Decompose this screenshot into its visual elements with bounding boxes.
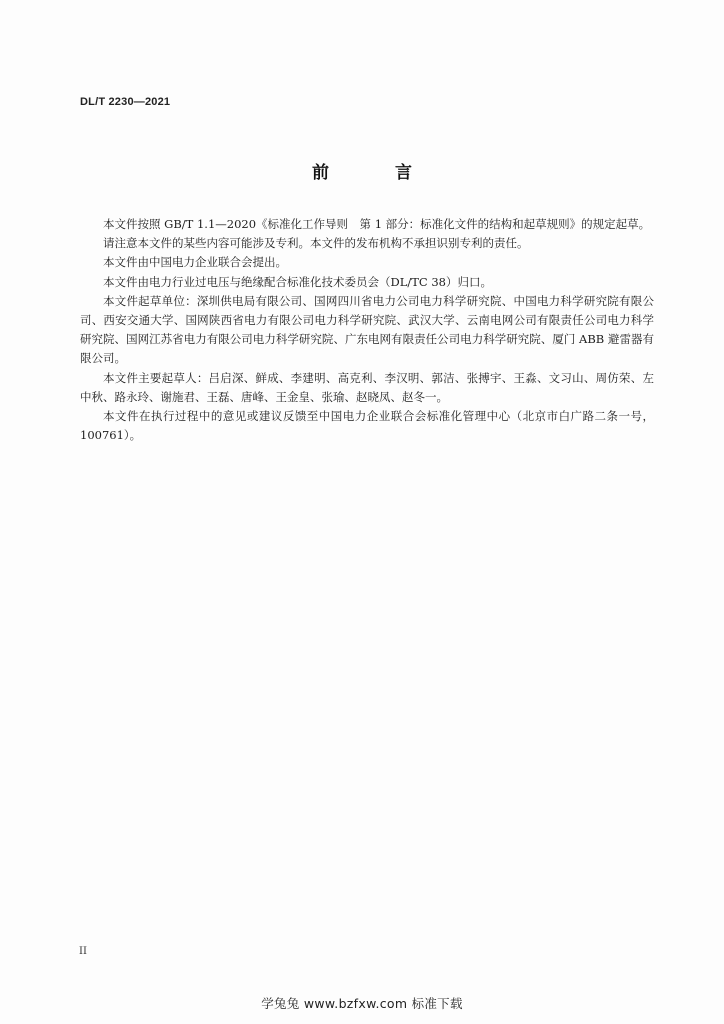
- paragraph-main-drafters: 本文件主要起草人：吕启深、鲜成、李建明、高克利、李汉明、郭洁、张搏宇、王淼、文习山、周仿荣、左中秋、路永玲、谢施君、王磊、唐峰、王金皇、张瑜、赵晓凤、赵冬一。: [80, 370, 654, 404]
- paragraph-drafting-rules: 本文件按照 GB/T 1.1—2020《标准化工作导则 第 1 部分：标准化文件的结构和起草规则》的规定起草。: [103, 217, 651, 231]
- page-title: 前 言: [312, 163, 442, 183]
- standard-code: DL/T 2230—2021: [80, 96, 171, 108]
- paragraph-patent-notice: 请注意本文件的某些内容可能涉及专利。本文件的发布机构不承担识别专利的责任。: [103, 236, 529, 251]
- site-watermark: 学兔兔 www.bzfxw.com 标准下载: [261, 996, 463, 1011]
- paragraph-responsible-committee: 本文件由电力行业过电压与绝缘配合标准化技术委员会（DL/TC 38）归口。: [103, 274, 492, 289]
- paragraph-drafting-units: 本文件起草单位：深圳供电局有限公司、国网四川省电力公司电力科学研究院、中国电力科学研究院有限公司、西安交通大学、国网陕西省电力有限公司电力科学研究院、武汉大学、云南电网公司有限责任公司电力科学研究院、国网江苏省电力有限公司电力科学研究院、广东电网有限责任公司电力科学研究院、厦门 ABB 避雷器有限公司。: [80, 293, 654, 366]
- paragraph-proposer: 本文件由中国电力企业联合会提出。: [103, 255, 287, 270]
- page-number: II: [79, 946, 87, 957]
- foreword-body: [80, 215, 654, 445]
- paragraph-feedback: 本文件在执行过程中的意见或建议反馈至中国电力企业联合会标准化管理中心（北京市白广路二条一号，100761）。: [80, 409, 654, 443]
